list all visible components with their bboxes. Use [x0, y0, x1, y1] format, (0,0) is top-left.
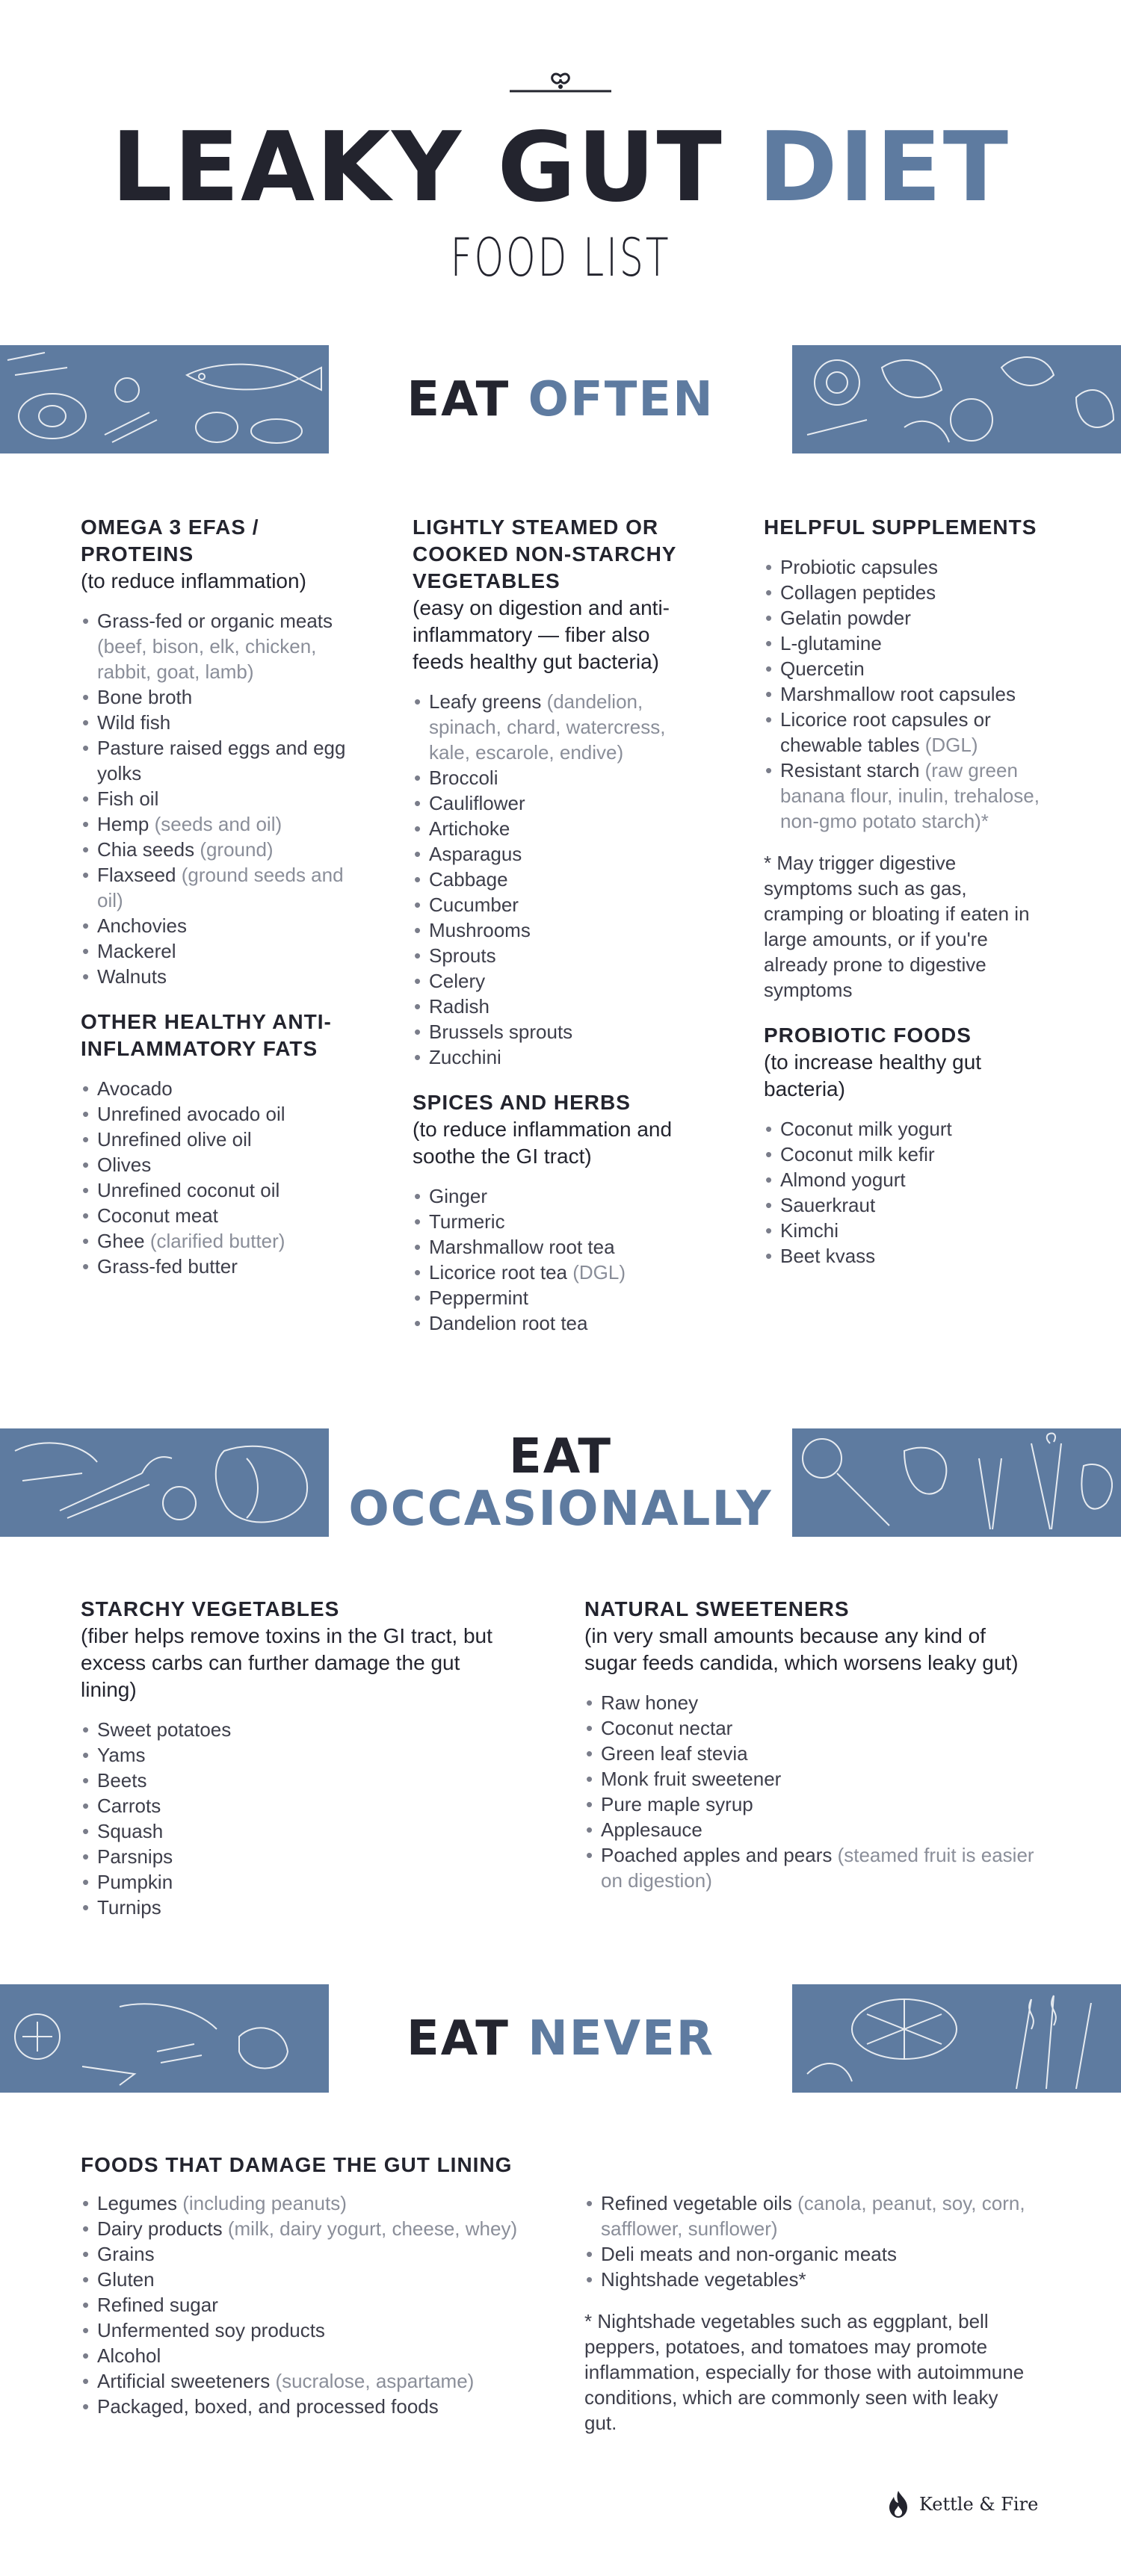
list-item: • Brussels sprouts: [413, 1019, 697, 1044]
list-item: • Unrefined avocado oil: [81, 1101, 365, 1127]
list-item: • Coconut nectar: [584, 1715, 1040, 1741]
list-item: • Cucumber: [413, 892, 697, 917]
list-item: • Chia seeds (ground): [81, 837, 365, 862]
list-item: • Cabbage: [413, 867, 697, 892]
section-subheading: (fiber helps remove toxins in the GI tract, but excess carbs can further damage the gut lining): [81, 1624, 492, 1701]
list-item: • Pumpkin: [81, 1869, 514, 1895]
list-item: • Turmeric: [413, 1209, 697, 1234]
sweeteners-list: [584, 1690, 1040, 1893]
list-item: • Coconut milk yogurt: [764, 1116, 1048, 1142]
list-item: • Avocado: [81, 1076, 365, 1101]
list-item: • Resistant starch (raw green banana flour, inulin, trehalose, non-gmo potato starch)*: [764, 758, 1048, 834]
band-word-occasionally: OCCASIONALLY: [348, 1481, 773, 1537]
section-heading: LIGHTLY STEAMED OR COOKED NON-STARCHY VEGETABLES: [413, 515, 676, 592]
list-item: • Grass-fed butter: [81, 1254, 365, 1279]
list-item: • Probiotic capsules: [764, 554, 1048, 580]
list-item: • Ginger: [413, 1183, 697, 1209]
list-item: • Mackerel: [81, 938, 365, 964]
vegetable-illustration-left-icon: [0, 1428, 329, 1537]
list-item: • Cauliflower: [413, 790, 697, 816]
band-word-never: NEVER: [528, 2010, 715, 2066]
eat-often-heading: [329, 345, 792, 453]
list-item: • Ghee (clarified butter): [81, 1228, 365, 1254]
title-part2: DIET: [758, 112, 1010, 223]
list-item: • Alcohol: [81, 2343, 529, 2368]
eat-often-col1: [81, 514, 365, 1279]
eat-often-band: [0, 345, 1121, 453]
pie-wheat-illustration-right-icon: [792, 1984, 1121, 2093]
list-item: • Leafy greens (dandelion, spinach, chard, watercress, kale, escarole, endive): [413, 689, 697, 765]
junk-food-illustration-left-icon: [0, 1984, 329, 2093]
list-item: • Marshmallow root capsules: [764, 681, 1048, 707]
section-subheading: (to reduce inflammation and soothe the GI tract): [413, 1118, 673, 1168]
list-item: • Collagen peptides: [764, 580, 1048, 605]
eat-never-band: [0, 1984, 1121, 2093]
list-item: • Parsnips: [81, 1844, 514, 1869]
list-item: • Walnuts: [81, 964, 365, 989]
list-item: • Carrots: [81, 1793, 514, 1818]
band-word-often: OFTEN: [528, 371, 714, 427]
section-subheading: (to increase healthy gut bacteria): [764, 1050, 982, 1100]
list-item: • Dandelion root tea: [413, 1310, 697, 1336]
list-item: • Pure maple syrup: [584, 1792, 1040, 1817]
list-item: • Raw honey: [584, 1690, 1040, 1715]
section-heading: SPICES AND HERBS: [413, 1091, 631, 1114]
list-item: • Fish oil: [81, 786, 365, 811]
list-item: • Packaged, boxed, and processed foods: [81, 2394, 529, 2419]
list-item: • Peppermint: [413, 1285, 697, 1310]
list-item: • Nightshade vegetables*: [584, 2267, 1033, 2292]
list-item: • Mushrooms: [413, 917, 697, 943]
list-item: • Gelatin powder: [764, 605, 1048, 631]
list-item: • Sauerkraut: [764, 1192, 1048, 1218]
section-heading: NATURAL SWEETENERS: [584, 1597, 850, 1620]
list-item: • Olives: [81, 1152, 365, 1177]
eat-occasionally-heading: [329, 1428, 792, 1537]
list-item: • Coconut meat: [81, 1203, 365, 1228]
list-item: • Gluten: [81, 2267, 529, 2292]
list-item: • Beets: [81, 1768, 514, 1793]
list-item: • Squash: [81, 1818, 514, 1844]
list-item: • Licorice root capsules or chewable tables (DGL): [764, 707, 1048, 758]
brand-logo: [883, 2489, 1038, 2519]
spices-list: [413, 1183, 697, 1336]
band-word-eat: EAT: [509, 1428, 612, 1484]
eat-often-col2: [413, 514, 697, 1336]
list-item: • Unrefined olive oil: [81, 1127, 365, 1152]
eat-occasionally-band: [0, 1428, 1121, 1537]
list-item: • Turnips: [81, 1895, 514, 1920]
eat-never-col2: [584, 2190, 1033, 2436]
supplements-list: [764, 554, 1048, 834]
list-item: • Celery: [413, 968, 697, 994]
list-item: • Unrefined coconut oil: [81, 1177, 365, 1203]
food-illustration-right-icon: [792, 345, 1121, 453]
list-item: • Hemp (seeds and oil): [81, 811, 365, 837]
list-item: • Quercetin: [764, 656, 1048, 681]
starchy-list: [81, 1717, 514, 1920]
list-item: • Dairy products (milk, dairy yogurt, cheese, whey): [81, 2216, 529, 2241]
list-item: • Yams: [81, 1742, 514, 1768]
eat-occasionally-col2: [584, 1596, 1040, 1893]
list-item: • Deli meats and non-organic meats: [584, 2241, 1033, 2267]
page-subtitle: FOOD LIST: [450, 227, 671, 288]
band-word-eat: EAT: [407, 371, 510, 427]
never-list-2: [584, 2190, 1033, 2292]
divider-ornament-icon: [508, 69, 613, 99]
list-item: • Green leaf stevia: [584, 1741, 1040, 1766]
nightshade-footnote: * Nightshade vegetables such as eggplant, bell peppers, potatoes, and tomatoes may promote inflammation, especially for those with autoimmune conditions, which are commonly seen with leaky gut.: [584, 2310, 1025, 2434]
list-item: • Pasture raised eggs and egg yolks: [81, 735, 365, 786]
probiotic-list: [764, 1116, 1048, 1269]
flame-icon: [883, 2489, 913, 2519]
section-heading: OMEGA 3 EFAS / PROTEINS: [81, 515, 259, 566]
list-item: • Flaxseed (ground seeds and oil): [81, 862, 365, 913]
eat-never-heading: [329, 1984, 792, 2093]
list-item: • Refined sugar: [81, 2292, 529, 2318]
eat-never-col1: [81, 2190, 529, 2419]
section-heading: FOODS THAT DAMAGE THE GUT LINING: [81, 2153, 513, 2176]
list-item: • Wild fish: [81, 710, 365, 735]
list-item: • Anchovies: [81, 913, 365, 938]
section-heading: STARCHY VEGETABLES: [81, 1597, 340, 1620]
list-item: • Grains: [81, 2241, 529, 2267]
food-illustration-left-icon: [0, 345, 329, 453]
list-item: • Artificial sweeteners (sucralose, aspartame): [81, 2368, 529, 2394]
supplements-footnote: * May trigger digestive symptoms such as gas, cramping or bloating if eaten in large amounts, or if you're already prone to digestive symptoms: [764, 852, 1030, 1001]
title-part1: LEAKY GUT: [111, 112, 723, 223]
page-title: [0, 112, 1121, 224]
list-item: • Legumes (including peanuts): [81, 2190, 529, 2216]
list-item: • Bone broth: [81, 684, 365, 710]
list-item: • Marshmallow root tea: [413, 1234, 697, 1260]
vegetable-illustration-right-icon: [792, 1428, 1121, 1537]
list-item: • Asparagus: [413, 841, 697, 867]
eat-occasionally-col1: [81, 1596, 514, 1920]
list-item: • Monk fruit sweetener: [584, 1766, 1040, 1792]
list-item: • Artichoke: [413, 816, 697, 841]
list-item: • L-glutamine: [764, 631, 1048, 656]
eat-often-col3: [764, 514, 1048, 1269]
brand-name: Kettle & Fire: [919, 2494, 1039, 2515]
list-item: • Sweet potatoes: [81, 1717, 514, 1742]
list-item: • Unfermented soy products: [81, 2318, 529, 2343]
list-item: • Grass-fed or organic meats (beef, bison, elk, chicken, rabbit, goat, lamb): [81, 608, 365, 684]
section-heading: OTHER HEALTHY ANTI-INFLAMMATORY FATS: [81, 1010, 332, 1060]
list-item: • Radish: [413, 994, 697, 1019]
list-item: • Sprouts: [413, 943, 697, 968]
section-subheading: (to reduce inflammation): [81, 569, 306, 592]
list-item: • Broccoli: [413, 765, 697, 790]
band-word-eat: EAT: [406, 2010, 510, 2066]
list-item: • Beet kvass: [764, 1243, 1048, 1269]
section-subheading: (in very small amounts because any kind of sugar feeds candida, which worsens leaky gut): [584, 1624, 1019, 1674]
fats-list: [81, 1076, 365, 1279]
list-item: • Applesauce: [584, 1817, 1040, 1842]
list-item: • Zucchini: [413, 1044, 697, 1070]
vegetables-list: [413, 689, 697, 1070]
list-item: • Almond yogurt: [764, 1167, 1048, 1192]
list-item: • Kimchi: [764, 1218, 1048, 1243]
list-item: • Refined vegetable oils (canola, peanut, soy, corn, safflower, sunflower): [584, 2190, 1033, 2241]
list-item: • Coconut milk kefir: [764, 1142, 1048, 1167]
list-item: • Licorice root tea (DGL): [413, 1260, 697, 1285]
section-heading: PROBIOTIC FOODS: [764, 1024, 972, 1047]
never-list-1: [81, 2190, 529, 2419]
omega-list: [81, 608, 365, 989]
list-item: • Poached apples and pears (steamed fruit is easier on digestion): [584, 1842, 1040, 1893]
section-heading: HELPFUL SUPPLEMENTS: [764, 515, 1037, 539]
section-subheading: (easy on digestion and anti-inflammatory — fiber also feeds healthy gut bacteria): [413, 596, 670, 673]
